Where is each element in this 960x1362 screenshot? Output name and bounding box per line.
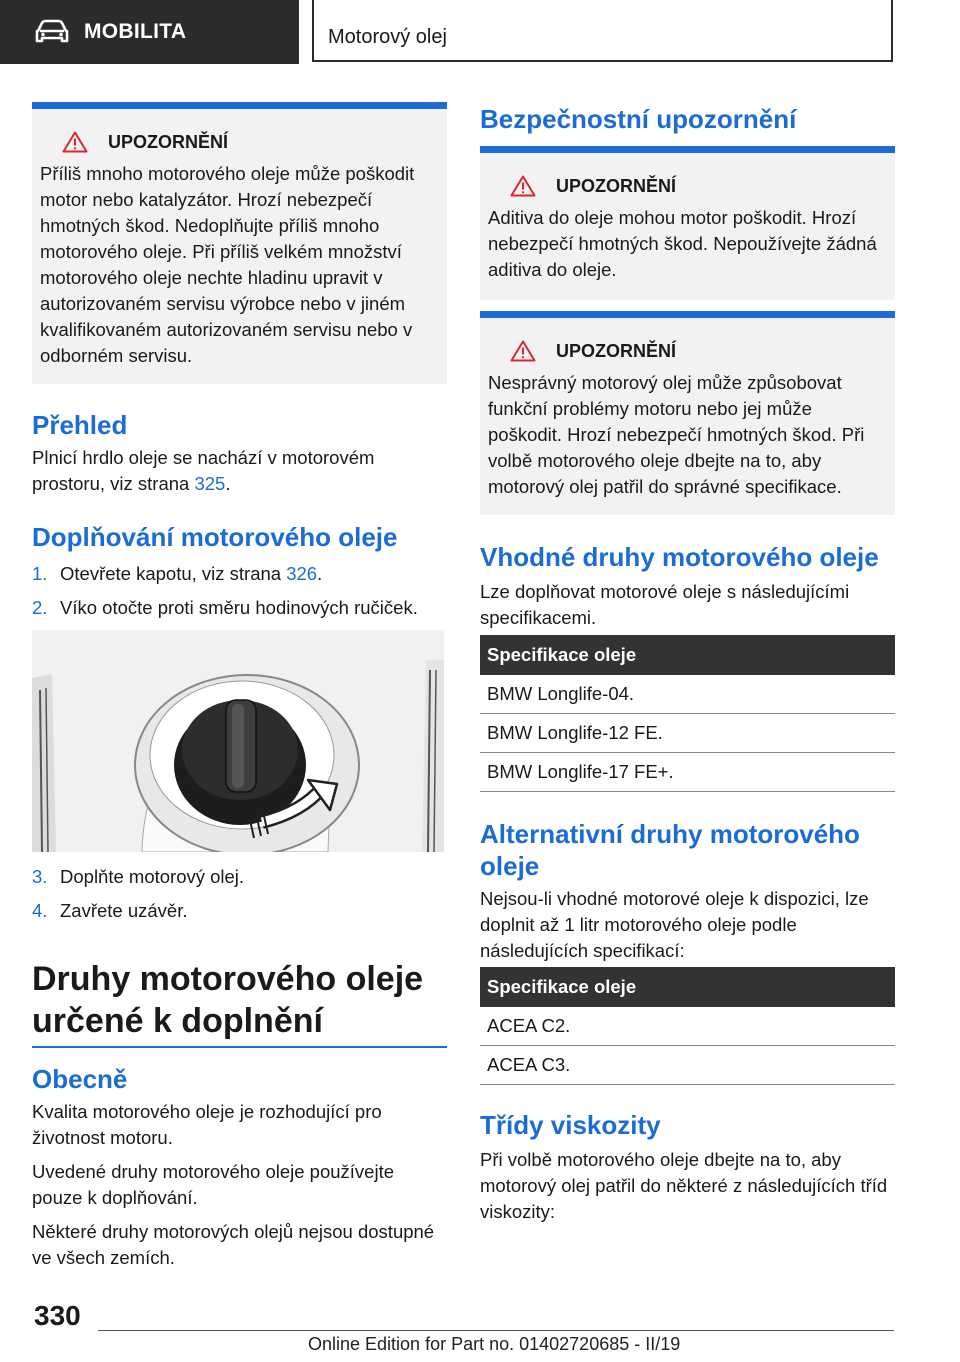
table-row: BMW Longlife-17 FE+. [480, 753, 895, 792]
section-tab[interactable] [0, 0, 299, 64]
warning-label: UPOZORNĚNÍ [108, 131, 229, 152]
viscosity-heading: Třídy viskozity [480, 1110, 661, 1140]
refill-steps-2 [32, 864, 444, 924]
list-item: 4. Zavřete uzávěr. [32, 900, 188, 921]
oil-types-chapter [32, 958, 447, 1048]
table-header: Specifikace oleje [480, 967, 895, 1007]
list-item: 2. Víko otočte proti směru hodinových ručiček. [32, 597, 418, 618]
warning-triangle-icon [62, 131, 88, 153]
table-row: BMW Longlife-12 FE. [480, 714, 895, 753]
warning-text: Aditiva do oleje mohou motor poškodit. Hrozí nebezpečí hmotných škod. Nepoužívejte žádná aditiva do oleje. [488, 207, 877, 280]
alternative-heading: Alternativní druhy motorového oleje [480, 819, 860, 881]
edition-text: Online Edition for Part no. 01402720685 - II/19 [308, 1334, 681, 1354]
list-item: 3. Doplňte motorový olej. [32, 866, 245, 887]
oil-cap-drawing [32, 630, 444, 852]
refill-section [32, 522, 444, 629]
refill-steps-cont [32, 864, 444, 932]
general-p1: Kvalita motorového oleje je rozhodující pro životnost motoru. [32, 1101, 382, 1148]
suitable-oils-section [480, 542, 895, 631]
table-row: ACEA C3. [480, 1046, 895, 1085]
general-p2: Uvedené druhy motorového oleje používejte pouze k doplňování. [32, 1161, 395, 1208]
alternative-text: Nejsou-li vhodné motorové oleje k dispozici, lze doplnit až 1 litr motorového oleje podle následujících specifikací: [480, 888, 869, 961]
overview-heading: Přehled [32, 410, 128, 440]
alternative-spec-table [480, 967, 895, 1085]
alternative-oils-section [480, 818, 895, 964]
warning-box-overfill [32, 102, 447, 384]
viscosity-section [480, 1110, 895, 1225]
list-item: 1. Otevřete kapotu, viz strana 326. [32, 563, 323, 584]
table-row: BMW Longlife-04. [480, 675, 895, 714]
warning-label: UPOZORNĚNÍ [556, 340, 677, 361]
warning-triangle-icon [510, 340, 536, 362]
page-header [312, 0, 893, 62]
section-label: MOBILITA [84, 20, 187, 43]
chapter-heading: Druhy motorového oleje určené k doplnění [32, 960, 424, 1040]
safety-section [480, 104, 894, 135]
table-header: Specifikace oleje [480, 635, 895, 675]
overview-section [32, 410, 444, 497]
suitable-heading: Vhodné druhy motorového oleje [480, 542, 879, 572]
general-p3: Některé druhy motorových olejů nejsou dostupné ve všech zemích. [32, 1221, 435, 1268]
refill-steps [32, 561, 444, 621]
warning-text: Nesprávný motorový olej může způsobovat funkční problémy motoru nebo jej může poškodit. Hrozí nebezpečí hmotných škod. Při volbě motorového oleje dbejte na to, aby motorový olej patřil do správné specifikace. [488, 372, 865, 497]
car-icon [34, 19, 70, 45]
page-title: Motorový olej [328, 26, 447, 48]
page-number: 330 [34, 1300, 81, 1331]
warning-box-wrong-oil [480, 311, 895, 515]
overview-text: Plnicí hrdlo oleje se nachází v motorovém prostoru, viz strana 325. [32, 447, 375, 494]
suitable-text: Lze doplňovat motorové oleje s následujícími specifikacemi. [480, 581, 850, 628]
page-link-326[interactable]: 326 [286, 563, 318, 584]
general-heading: Obecně [32, 1064, 128, 1094]
viscosity-text: Při volbě motorového oleje dbejte na to, aby motorový olej patřil do některé z následujících tříd viskozity: [480, 1149, 888, 1222]
warning-text: Příliš mnoho motorového oleje může poškodit motor nebo katalyzátor. Hrozí nebezpečí hmotných škod. Nedoplňujte příliš mnoho motorového oleje. Při příliš velkém množství motorového oleje nechte hladinu upravit v autorizovaném servisu výrobce nebo v jiném kvalifikovaném autorizovaném servisu nebo v odborném servisu. [40, 163, 415, 366]
general-section [32, 1064, 444, 1271]
safety-heading: Bezpečnostní upozornění [480, 104, 797, 134]
table-row: ACEA C2. [480, 1007, 895, 1046]
suitable-spec-table [480, 635, 895, 792]
footer-divider [98, 1330, 894, 1331]
warning-box-additives [480, 146, 895, 300]
oil-cap-illustration [32, 630, 444, 852]
warning-triangle-icon [510, 175, 536, 197]
warning-label: UPOZORNĚNÍ [556, 175, 677, 196]
page-link-325[interactable]: 325 [194, 473, 226, 494]
refill-heading: Doplňování motorového oleje [32, 522, 398, 552]
